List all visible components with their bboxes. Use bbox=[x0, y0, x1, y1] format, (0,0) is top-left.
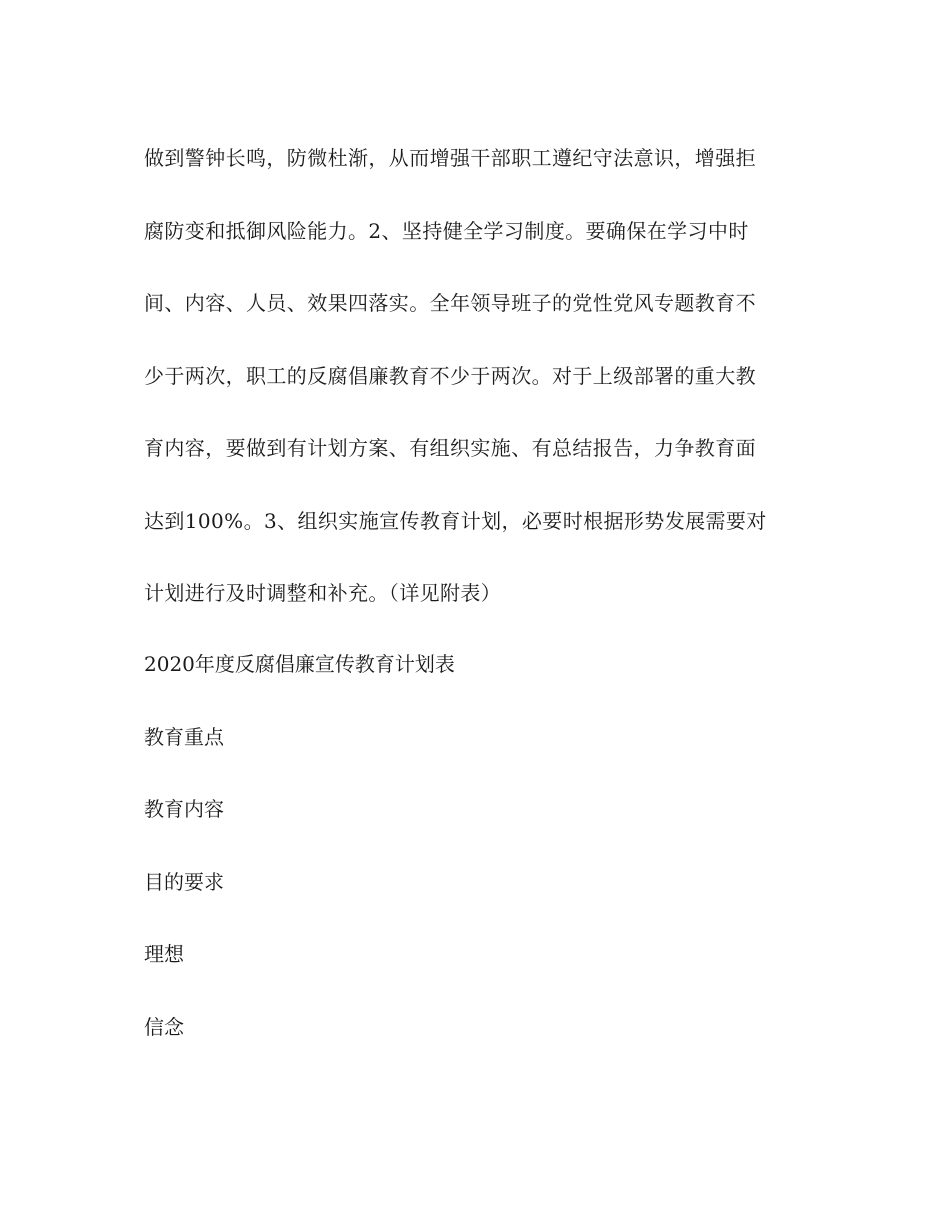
table-cell: 信念 bbox=[144, 1014, 184, 1039]
paragraph-line: 做到警钟长鸣，防微杜渐，从而增强干部职工遵纪守法意识，增强拒 bbox=[144, 146, 756, 170]
paragraph-line: 腐防变和抵御风险能力。2、坚持健全学习制度。要确保在学习中时 bbox=[144, 218, 749, 243]
table-cell: 教育内容 bbox=[144, 797, 224, 821]
paragraph-line: 间、内容、人员、效果四落实。全年领导班子的党性党风专题教育不 bbox=[144, 291, 756, 315]
paragraph-line: 达到100%。3、组织实施宣传教育计划，必要时根据形势发展需要对 bbox=[144, 508, 767, 533]
body-paragraph bbox=[144, 136, 804, 644]
table-cell: 理想 bbox=[144, 942, 184, 966]
table-title: 2020年度反腐倡廉宣传教育计划表 bbox=[144, 652, 455, 676]
table-cell: 教育重点 bbox=[144, 724, 224, 749]
table-cell: 目的要求 bbox=[144, 869, 224, 894]
paragraph-line: 少于两次，职工的反腐倡廉教育不少于两次。对于上级部署的重大教 bbox=[144, 363, 756, 388]
paragraph-line: 计划进行及时调整和补充。（详见附表） bbox=[144, 581, 502, 605]
paragraph-line: 育内容，要做到有计划方案、有组织实施、有总结报告，力争教育面 bbox=[144, 436, 756, 460]
plan-table-section bbox=[144, 640, 804, 1075]
